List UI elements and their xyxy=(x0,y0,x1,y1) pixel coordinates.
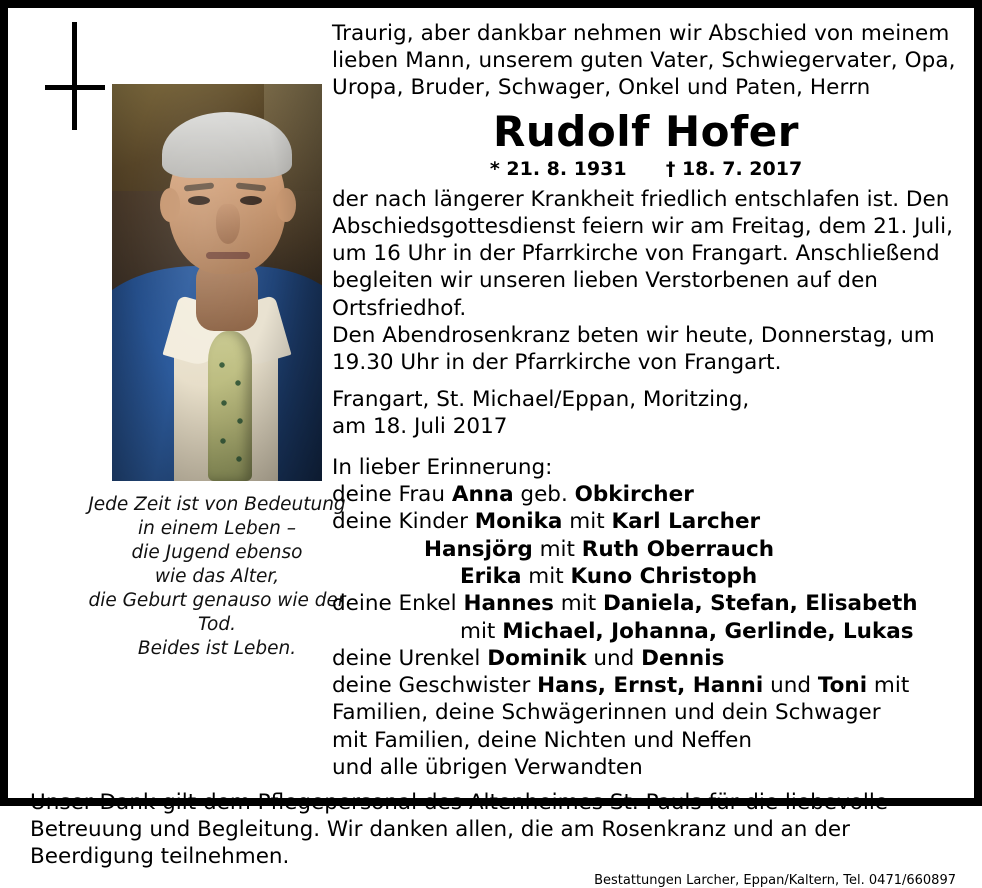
place-line: Frangart, St. Michael/Eppan, Moritzing, xyxy=(332,386,750,412)
family-relation: deine Geschwister xyxy=(332,673,538,699)
content-columns xyxy=(22,14,960,781)
family-relation: deine Urenkel xyxy=(332,645,488,671)
family-connector: mit xyxy=(532,536,582,562)
verse-line: Beides ist Leben. xyxy=(137,638,297,660)
place-line: am 18. Juli 2017 xyxy=(332,413,508,439)
family-name: Hansjörg xyxy=(424,536,533,562)
family-row xyxy=(332,508,960,535)
family-row xyxy=(332,672,960,699)
family-name-secondary: Kuno Christoph xyxy=(570,563,758,589)
verse-line: die Jugend ebenso xyxy=(131,542,303,564)
family-relation: mit xyxy=(460,618,503,644)
death-date: † 18. 7. 2017 xyxy=(665,158,803,181)
family-name: Monika xyxy=(474,509,563,535)
family-row xyxy=(332,536,960,563)
family-connector: mit xyxy=(562,509,612,535)
family-list xyxy=(332,481,960,781)
verse-line: wie das Alter, xyxy=(154,566,280,588)
family-row xyxy=(332,563,960,590)
family-name-secondary: Dennis xyxy=(641,645,725,671)
family-name: Michael, Johanna, Gerlinde, Lukas xyxy=(502,618,914,644)
cross-icon xyxy=(40,22,110,132)
family-name: Erika xyxy=(460,563,522,589)
family-name: Dominik xyxy=(487,645,587,671)
family-row: und alle übrigen Verwandten xyxy=(332,754,643,780)
rosary-paragraph: Den Abendrosenkranz beten wir heute, Donnerstag, um 19.30 Uhr in der Pfarrkirche von Frangart. xyxy=(332,322,935,375)
portrait-photo xyxy=(112,84,322,481)
family-connector: mit xyxy=(521,563,571,589)
notice-inner xyxy=(22,14,960,888)
memory-heading: In lieber Erinnerung: xyxy=(332,454,553,480)
family-relation: deine Frau xyxy=(332,482,452,508)
family-name: Hannes xyxy=(463,591,554,617)
family-row xyxy=(332,645,960,672)
cross-horizontal-bar xyxy=(45,85,105,90)
family-tail: mit xyxy=(867,673,910,699)
verse-line: Jede Zeit ist von Bedeutung xyxy=(88,494,346,515)
family-connector: geb. xyxy=(513,482,575,508)
deceased-name: Rudolf Hofer xyxy=(493,107,799,157)
right-column xyxy=(322,14,960,781)
life-dates xyxy=(332,158,960,180)
family-name-secondary: Obkircher xyxy=(574,482,694,508)
family-name-secondary: Karl Larcher xyxy=(611,509,761,535)
intro-text: Traurig, aber dankbar nehmen wir Abschied von meinem lieben Mann, unserem guten Vater, Schwiegervater, Opa, Uropa, Bruder, Schwager, Onkel und Paten, Herrn xyxy=(332,21,956,101)
family-relation: deine Kinder xyxy=(332,509,475,535)
funeral-paragraph: der nach längerer Krankheit friedlich entschlafen ist. Den Abschiedsgottesdienst feiern wir am Freitag, dem 21. Juli, um 16 Uhr in der Pfarrkirche von Frangart. Anschließend begleiten wir unseren lieben Verstorbenen auf den Ortsfriedhof. xyxy=(332,187,953,321)
family-relation: deine Enkel xyxy=(332,591,464,617)
family-connector: und xyxy=(586,645,642,671)
verse-line: in einem Leben – xyxy=(138,518,296,540)
family-row xyxy=(332,590,960,617)
cross-vertical-bar xyxy=(72,22,77,130)
family-row: mit Familien, deine Nichten und Neffen xyxy=(332,727,753,753)
family-row xyxy=(332,618,960,645)
place-block xyxy=(332,386,960,440)
family-name: Hans, Ernst, Hanni xyxy=(537,673,764,699)
photo-vignette xyxy=(112,84,322,481)
thanks-paragraph: Unser Dank gilt dem Pflegepersonal des Altenheimes St. Pauls für die liebevolle Betreuung und Begleitung. Wir danken allen, die am Rosenkranz und an der Beerdigung teilnehmen. xyxy=(30,790,889,870)
family-name: Anna xyxy=(451,482,514,508)
family-connector: und xyxy=(763,673,818,699)
family-name-secondary: Ruth Oberrauch xyxy=(581,536,775,562)
family-name-secondary: Toni xyxy=(817,673,868,699)
birth-date: * 21. 8. 1931 xyxy=(489,158,627,181)
funeral-home-credit: Bestattungen Larcher, Eppan/Kaltern, Tel. 0471/660897 xyxy=(594,872,956,888)
verse-line: die Geburt genauso wie der Tod. xyxy=(88,590,346,636)
family-connector: mit xyxy=(553,591,603,617)
family-row xyxy=(332,481,960,508)
family-row: Familien, deine Schwägerinnen und dein Schwager xyxy=(332,700,881,726)
family-name-secondary: Daniela, Stefan, Elisabeth xyxy=(602,591,918,617)
